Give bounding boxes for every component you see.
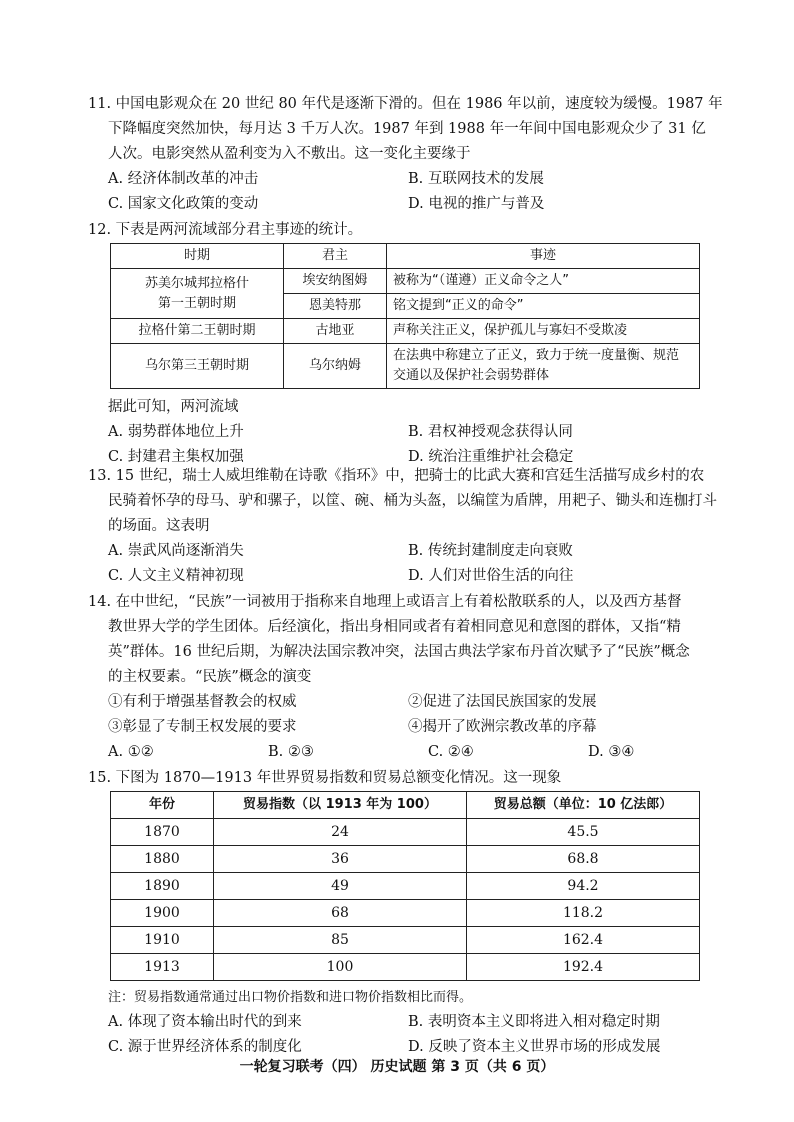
- q15-year-cell: 1913: [111, 954, 214, 981]
- q13-stem-line3: 的场面。这表明: [108, 518, 210, 534]
- table-row: [111, 927, 700, 954]
- q15-year-cell: 1870: [111, 819, 214, 846]
- q12-period-cell: 乌尔第三王朝时期: [111, 344, 284, 389]
- q15-index-cell: 68: [214, 900, 467, 927]
- question-11: [88, 92, 728, 217]
- table-row: [111, 344, 700, 389]
- q14-statements: [88, 690, 728, 740]
- q15-year-cell: 1900: [111, 900, 214, 927]
- table-row: [111, 269, 700, 294]
- q12-option-a: A. 弱势群体地位上升: [108, 424, 244, 440]
- q15-option-b: B. 表明资本主义即将进入相对稳定时期: [408, 1014, 660, 1030]
- q12-options: [88, 420, 728, 470]
- q15-index-cell: 100: [214, 954, 467, 981]
- q15-note: 注：贸易指数通常通过出口物价指数和进口物价指数相比而得。: [108, 990, 473, 1005]
- q15-year-cell: 1890: [111, 873, 214, 900]
- q15-table-header: [111, 792, 700, 819]
- q15-option-d: D. 反映了资本主义世界市场的形成发展: [408, 1039, 661, 1055]
- q15-total-cell: 162.4: [467, 927, 700, 954]
- q15-year-cell: 1880: [111, 846, 214, 873]
- q12-deed-cell: 铭文提到“正义的命令”: [387, 294, 700, 319]
- q12-period-cell: [111, 269, 284, 319]
- table-row: [111, 873, 700, 900]
- q15-option-a: A. 体现了资本输出时代的到来: [108, 1014, 302, 1030]
- q14-option-a: A. ①②: [108, 744, 154, 760]
- q15-stem: 15. 下图为 1870—1913 年世界贸易指数和贸易总额变化情况。这一现象: [88, 770, 562, 786]
- q14-stem-line2: 教世界大学的学生团体。后经演化，指出身相同或者有着相同意见和意图的群体，又指“精: [108, 619, 681, 635]
- q12-period-line: 第一王朝时期: [157, 295, 236, 311]
- q12-deed-cell: 被称为“（谨遵）正义命令之人”: [387, 269, 700, 294]
- q11-option-d: D. 电视的推广与普及: [408, 196, 545, 212]
- q13-option-c: C. 人文主义精神初现: [108, 568, 244, 584]
- table-row: [111, 819, 700, 846]
- q15-header-year: 年份: [111, 792, 214, 819]
- q11-options: [88, 167, 728, 217]
- q11-stem-line3: 人次。电影突然从盈利变为入不敷出。这一变化主要缘于: [108, 146, 471, 162]
- q11-option-c: C. 国家文化政策的变动: [108, 196, 259, 212]
- q15-option-c: C. 源于世界经济体系的制度化: [108, 1039, 302, 1055]
- page-footer: 一轮复习联考（四） 历史试题 第 3 页（共 6 页）: [239, 1059, 555, 1075]
- question-13: [88, 464, 728, 589]
- q14-option-b: B. ②③: [268, 744, 314, 760]
- q12-deed-cell: [387, 344, 700, 389]
- q15-index-cell: 85: [214, 927, 467, 954]
- q12-deed-cell: 声称关注正义，保护孤儿与寡妇不受欺凌: [387, 319, 700, 344]
- q14-statement-1: ①有利于增强基督教会的权威: [108, 694, 297, 710]
- q12-header-deed: 事迹: [387, 244, 700, 269]
- q12-ruler-cell: 乌尔纳姆: [284, 344, 387, 389]
- table-row: [111, 319, 700, 344]
- q13-option-b: B. 传统封建制度走向衰败: [408, 543, 573, 559]
- q11-stem-line2: 下降幅度突然加快，每月达 3 千万人次。1987 年到 1988 年一年间中国电影观众少了 31 亿: [108, 121, 706, 137]
- q14-stem-line4: 的主权要素。“民族”概念的演变: [108, 669, 312, 685]
- q12-option-d: D. 统治注重维护社会稳定: [408, 449, 574, 465]
- q12-option-b: B. 君权神授观念获得认同: [408, 424, 573, 440]
- q15-total-cell: 192.4: [467, 954, 700, 981]
- table-row: [111, 954, 700, 981]
- q14-stem-line3: 英”群体。16 世纪后期，为解决法国宗教冲突，法国古典法学家布丹首次赋予了“民族”概念: [108, 644, 690, 660]
- q15-index-cell: 49: [214, 873, 467, 900]
- q14-statement-4: ④揭开了欧洲宗教改革的序幕: [408, 719, 597, 735]
- q14-option-c: C. ②④: [428, 744, 474, 760]
- q15-total-cell: 94.2: [467, 873, 700, 900]
- q12-header-ruler: 君主: [284, 244, 387, 269]
- q12-period-line: 苏美尔城邦拉格什: [144, 275, 249, 291]
- q12-after: 据此可知，两河流域: [108, 399, 239, 415]
- q12-table-header: [111, 244, 700, 269]
- q12-ruler-cell: 古地亚: [284, 319, 387, 344]
- q11-option-b: B. 互联网技术的发展: [408, 171, 544, 187]
- q15-year-cell: 1910: [111, 927, 214, 954]
- q15-table: [110, 791, 700, 981]
- q13-options: [88, 539, 728, 589]
- q12-ruler-cell: 埃安纳图姆: [284, 269, 387, 294]
- q12-period-cell: 拉格什第二王朝时期: [111, 319, 284, 344]
- question-14: [88, 590, 728, 765]
- q14-statement-3: ③彰显了专制王权发展的要求: [108, 719, 297, 735]
- q15-total-cell: 68.8: [467, 846, 700, 873]
- q15-header-total: 贸易总额（单位：10 亿法郎）: [467, 792, 700, 819]
- q11-option-a: A. 经济体制改革的冲击: [108, 171, 259, 187]
- q13-option-a: A. 崇武风尚逐渐消失: [108, 543, 244, 559]
- q14-stem-line1: 14. 在中世纪，“民族”一词被用于指称来自地理上或语言上有着松散联系的人，以及西方基督: [88, 594, 682, 610]
- q14-statement-2: ②促进了法国民族国家的发展: [408, 694, 597, 710]
- q12-ruler-cell: 恩美特那: [284, 294, 387, 319]
- q12-option-c: C. 封建君主集权加强: [108, 449, 244, 465]
- q11-stem-line1: 11. 中国电影观众在 20 世纪 80 年代是逐渐下滑的。但在 1986 年以前，速度较为缓慢。1987 年: [88, 96, 723, 112]
- q15-total-cell: 118.2: [467, 900, 700, 927]
- q14-option-d: D. ③④: [588, 744, 635, 760]
- question-12: [88, 218, 728, 470]
- q15-total-cell: 45.5: [467, 819, 700, 846]
- q14-options: [88, 740, 728, 765]
- q13-stem-line1: 13. 15 世纪，瑞士人威坦维勒在诗歌《指环》中，把骑士的比武大赛和宫廷生活描写成乡村的农: [88, 468, 705, 484]
- q15-options: [88, 1010, 728, 1060]
- q13-stem-line2: 民骑着怀孕的母马、驴和骡子，以筐、碗、桶为头盔，以编筐为盾牌，用耙子、锄头和连枷打斗: [108, 493, 717, 509]
- q13-option-d: D. 人们对世俗生活的向往: [408, 568, 574, 584]
- q15-index-cell: 24: [214, 819, 467, 846]
- question-15: [88, 766, 728, 1060]
- q12-deed-line: 在法典中称建立了正义，致力于统一度量衡、规范: [393, 348, 680, 363]
- q12-stem: 12. 下表是两河流域部分君主事迹的统计。: [88, 222, 363, 238]
- q12-header-period: 时期: [111, 244, 284, 269]
- table-row: [111, 900, 700, 927]
- q15-index-cell: 36: [214, 846, 467, 873]
- q15-header-index: 贸易指数（以 1913 年为 100）: [214, 792, 467, 819]
- table-row: [111, 846, 700, 873]
- q12-table: [110, 243, 700, 389]
- q12-deed-line: 交通以及保护社会弱势群体: [393, 368, 550, 383]
